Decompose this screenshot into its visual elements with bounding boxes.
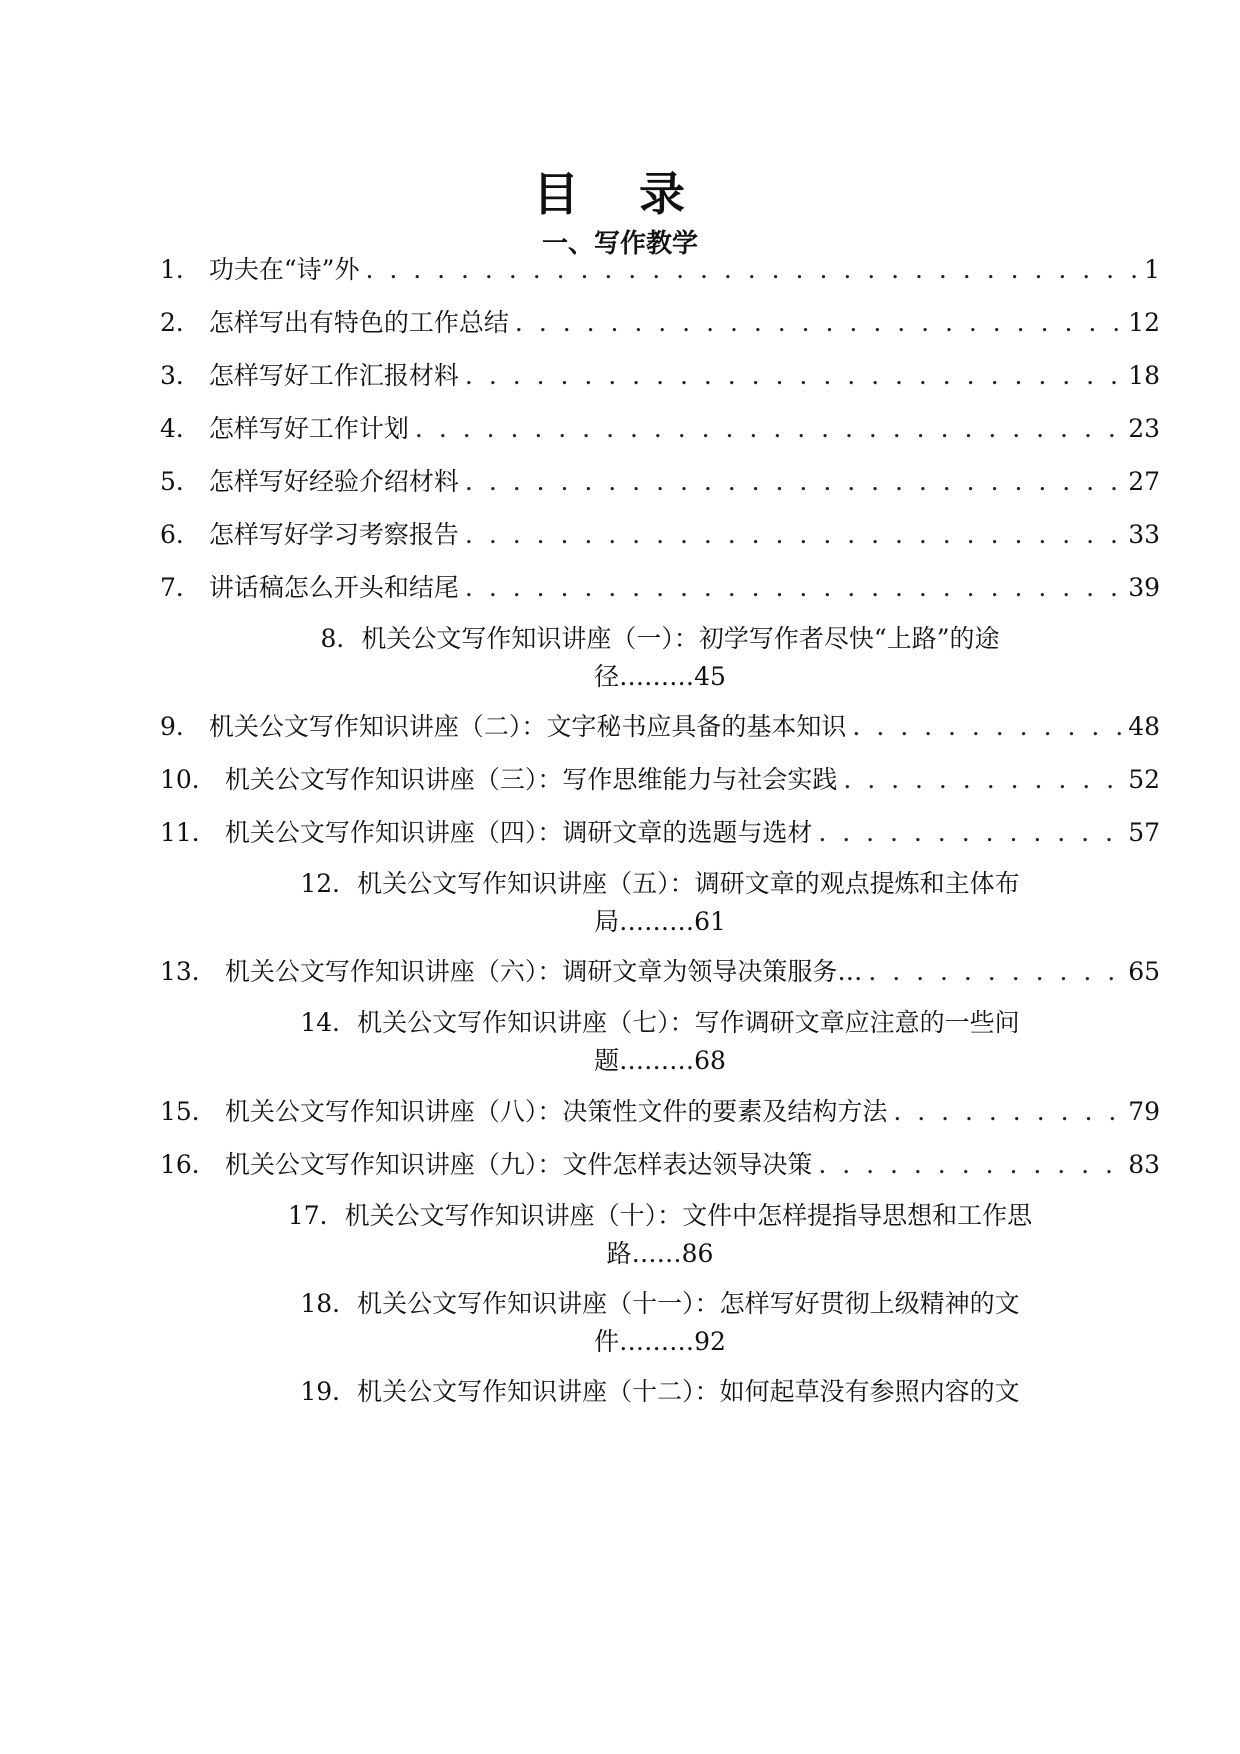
entry-line-2: 径………45	[594, 662, 726, 691]
entry-line-1: 19．机关公文写作知识讲座（十二）：如何起草没有参照内容的文	[300, 1377, 1020, 1406]
toc-entry[interactable]	[160, 813, 1160, 853]
toc-entry-wrapped[interactable]	[160, 1373, 1160, 1411]
section-heading: 一、写作教学	[541, 229, 698, 259]
entry-page: 57	[1128, 818, 1160, 847]
entry-line-2: 题………68	[594, 1046, 726, 1075]
entry-number: 4．	[160, 414, 201, 443]
toc-entry-wrapped[interactable]	[160, 1197, 1160, 1273]
entry-page: 52	[1128, 765, 1160, 794]
dot-leader	[843, 760, 1122, 800]
entry-title: 讲话稿怎么开头和结尾	[208, 573, 459, 602]
entry-page: 12	[1128, 308, 1160, 337]
entry-page: 39	[1128, 573, 1160, 602]
entry-line-1: 17．机关公文写作知识讲座（十）：文件中怎样提指导思想和工作思	[287, 1201, 1033, 1230]
entry-title: 怎样写好工作汇报材料	[208, 361, 459, 390]
toc-entry[interactable]	[160, 707, 1160, 747]
entry-line-1: 12．机关公文写作知识讲座（五）：调研文章的观点提炼和主体布	[300, 869, 1020, 898]
entry-title: 机关公文写作知识讲座（三）：写作思维能力与社会实践	[224, 765, 838, 794]
entry-line-1: 18．机关公文写作知识讲座（十一）：怎样写好贯彻上级精神的文	[300, 1289, 1020, 1318]
entry-number: 9．	[160, 712, 201, 741]
entry-title: 机关公文写作知识讲座（六）：调研文章为领导决策服务…	[224, 957, 863, 986]
entry-line-2: 件………92	[594, 1327, 726, 1356]
entry-page: 18	[1128, 361, 1160, 390]
toc-entry-wrapped[interactable]	[160, 1004, 1160, 1080]
toc-entry[interactable]	[160, 250, 1160, 290]
entry-title: 机关公文写作知识讲座（四）：调研文章的选题与选材	[224, 818, 813, 847]
toc-entry[interactable]	[160, 1092, 1160, 1132]
toc-entry[interactable]	[160, 515, 1160, 555]
dot-leader	[365, 250, 1138, 290]
entry-line-2: 局………61	[594, 907, 726, 936]
entry-number: 13．	[160, 957, 217, 986]
toc-entry-wrapped[interactable]	[160, 1285, 1160, 1361]
entry-title: 机关公文写作知识讲座（二）：文字秘书应具备的基本知识	[208, 712, 847, 741]
entry-title: 机关公文写作知识讲座（九）：文件怎样表达领导决策	[224, 1150, 813, 1179]
dot-leader	[415, 409, 1122, 449]
entry-title: 怎样写好工作计划	[208, 414, 409, 443]
entry-page: 23	[1128, 414, 1160, 443]
toc-entry[interactable]	[160, 303, 1160, 343]
entry-number: 10．	[160, 765, 217, 794]
entry-number: 5．	[160, 467, 201, 496]
entry-title: 怎样写好经验介绍材料	[208, 467, 459, 496]
toc-entry-wrapped[interactable]	[160, 620, 1160, 696]
toc-entry-wrapped[interactable]	[160, 865, 1160, 941]
dot-leader	[465, 515, 1122, 555]
entry-number: 2．	[160, 308, 201, 337]
dot-leader	[893, 1092, 1122, 1132]
entry-line-2: 路……86	[606, 1239, 714, 1268]
dot-leader	[852, 707, 1122, 747]
toc-entry[interactable]	[160, 462, 1160, 502]
dot-leader	[818, 1145, 1122, 1185]
entry-number: 7．	[160, 573, 201, 602]
entry-title: 怎样写出有特色的工作总结	[208, 308, 509, 337]
dot-leader	[868, 952, 1122, 992]
entry-title: 机关公文写作知识讲座（八）：决策性文件的要素及结构方法	[224, 1097, 888, 1126]
dot-leader	[465, 462, 1122, 502]
toc-entry[interactable]	[160, 409, 1160, 449]
toc-entry[interactable]	[160, 952, 1160, 992]
entry-page: 33	[1128, 520, 1160, 549]
entry-page: 27	[1128, 467, 1160, 496]
entry-title: 怎样写好学习考察报告	[208, 520, 459, 549]
entry-page: 1	[1144, 255, 1160, 284]
dot-leader	[465, 568, 1122, 608]
toc-title: 目 录	[532, 167, 707, 221]
entry-number: 6．	[160, 520, 201, 549]
entry-page: 79	[1128, 1097, 1160, 1126]
dot-leader	[465, 356, 1122, 396]
toc-entry[interactable]	[160, 1145, 1160, 1185]
toc-entry[interactable]	[160, 760, 1160, 800]
entry-number: 16．	[160, 1150, 217, 1179]
toc-entry[interactable]	[160, 356, 1160, 396]
entry-page: 65	[1128, 957, 1160, 986]
entry-line-1: 14．机关公文写作知识讲座（七）：写作调研文章应注意的一些问	[300, 1008, 1020, 1037]
dot-leader	[818, 813, 1122, 853]
entry-page: 83	[1128, 1150, 1160, 1179]
entry-page: 48	[1128, 712, 1160, 741]
entry-line-1: 8．机关公文写作知识讲座（一）：初学写作者尽快“上路”的途	[320, 624, 1000, 653]
entry-number: 1．	[160, 255, 201, 284]
dot-leader	[515, 303, 1122, 343]
toc-entry[interactable]	[160, 568, 1160, 608]
entry-number: 11．	[160, 818, 217, 847]
entry-title: 功夫在“诗”外	[208, 255, 360, 284]
entry-number: 3．	[160, 361, 201, 390]
entry-number: 15．	[160, 1097, 217, 1126]
